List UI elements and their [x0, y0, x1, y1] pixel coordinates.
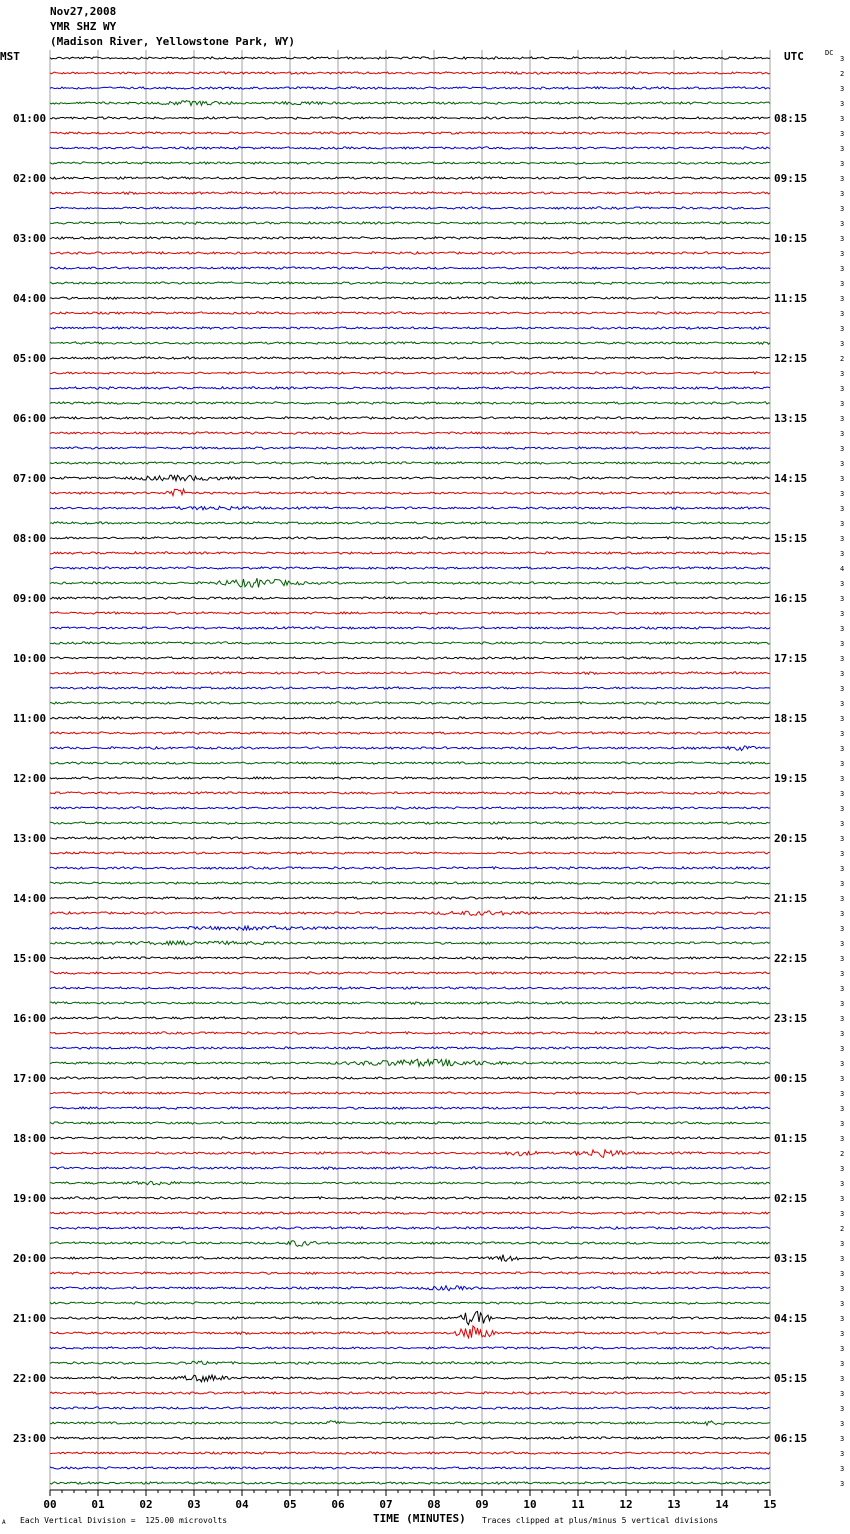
x-tick-label: 07	[379, 1498, 393, 1511]
footer-corner-mark: A	[2, 1519, 6, 1526]
utc-hour-label: 04:15	[774, 1312, 808, 1325]
vertical-scale-note: Each Vertical Division = 125.00 microvolts	[20, 1516, 228, 1525]
dc-label: DC	[825, 49, 834, 57]
utc-hour-label: 13:15	[774, 412, 808, 425]
trace-60	[50, 957, 770, 959]
trace-value: 3	[840, 175, 845, 183]
trace-value: 3	[840, 925, 845, 933]
trace-16	[50, 297, 770, 299]
trace-value: 3	[840, 880, 845, 888]
trace-value: 3	[840, 535, 845, 543]
utc-hour-label: 17:15	[774, 652, 808, 665]
x-axis	[43, 1490, 776, 1511]
utc-hour-labels	[774, 112, 807, 1445]
trace-59	[50, 941, 770, 945]
mst-hour-label: 07:00	[13, 472, 47, 485]
trace-53	[50, 852, 770, 854]
trace-3	[50, 101, 770, 106]
trace-68	[50, 1077, 770, 1079]
trace-value: 3	[840, 1075, 845, 1083]
trace-67	[50, 1059, 770, 1066]
utc-hour-label: 22:15	[774, 952, 808, 965]
trace-4	[50, 117, 770, 119]
trace-value: 3	[840, 700, 845, 708]
trace-value: 3	[840, 775, 845, 783]
trace-1	[50, 72, 770, 74]
trace-82	[50, 1286, 770, 1291]
trace-value: 3	[840, 1210, 845, 1218]
trace-57	[50, 911, 770, 915]
mst-axis-label: MST	[0, 50, 20, 63]
utc-axis-label: UTC	[784, 50, 804, 63]
utc-hour-label: 00:15	[774, 1072, 808, 1085]
trace-value: 3	[840, 1060, 845, 1068]
trace-31	[50, 522, 770, 524]
utc-hour-label: 20:15	[774, 832, 808, 845]
trace-value: 3	[840, 295, 845, 303]
trace-21	[50, 372, 770, 374]
trace-40	[50, 657, 770, 659]
x-tick-label: 02	[139, 1498, 153, 1511]
x-tick-label: 10	[523, 1498, 537, 1511]
trace-value: 2	[840, 355, 845, 363]
mst-hour-labels	[13, 112, 46, 1445]
trace-value: 3	[840, 1000, 845, 1008]
mst-hour-label: 22:00	[13, 1372, 47, 1385]
mst-hour-label: 19:00	[13, 1192, 47, 1205]
trace-value: 3	[840, 1285, 845, 1293]
trace-69	[50, 1092, 770, 1094]
trace-44	[50, 717, 770, 719]
utc-hour-label: 01:15	[774, 1132, 808, 1145]
x-tick-label: 03	[187, 1498, 201, 1511]
trace-value: 2	[840, 70, 845, 78]
trace-42	[50, 687, 770, 689]
trace-value: 3	[840, 1420, 845, 1428]
trace-value: 3	[840, 610, 845, 618]
trace-value: 3	[840, 100, 845, 108]
trace-47	[50, 762, 770, 764]
trace-value: 3	[840, 685, 845, 693]
trace-90	[50, 1407, 770, 1409]
trace-29	[50, 489, 770, 496]
trace-value: 3	[840, 340, 845, 348]
utc-hour-label: 03:15	[774, 1252, 808, 1265]
trace-85	[50, 1326, 770, 1338]
trace-value: 3	[840, 1360, 845, 1368]
trace-value: 3	[840, 820, 845, 828]
trace-76	[50, 1197, 770, 1200]
utc-hour-label: 09:15	[774, 172, 808, 185]
trace-value: 3	[840, 85, 845, 93]
x-tick-label: 13	[667, 1498, 681, 1511]
mst-hour-label: 15:00	[13, 952, 47, 965]
trace-value: 3	[840, 730, 845, 738]
trace-value: 3	[840, 955, 845, 963]
mst-hour-label: 09:00	[13, 592, 47, 605]
trace-93	[50, 1452, 770, 1454]
trace-value: 3	[840, 190, 845, 198]
trace-value: 3	[840, 805, 845, 813]
trace-89	[50, 1392, 770, 1394]
trace-9	[50, 192, 770, 195]
trace-23	[50, 402, 770, 404]
trace-14	[50, 267, 770, 269]
trace-25	[50, 432, 770, 434]
trace-58	[50, 926, 770, 930]
mst-hour-label: 21:00	[13, 1312, 47, 1325]
mst-hour-label: 03:00	[13, 232, 47, 245]
trace-value: 3	[840, 715, 845, 723]
trace-20	[50, 357, 770, 359]
trace-66	[50, 1047, 770, 1049]
trace-value: 3	[840, 1195, 845, 1203]
x-tick-label: 14	[715, 1498, 729, 1511]
trace-52	[50, 837, 770, 840]
trace-24	[50, 417, 770, 419]
utc-hour-label: 11:15	[774, 292, 808, 305]
trace-30	[50, 506, 770, 510]
trace-70	[50, 1107, 770, 1110]
plot-date: Nov27,2008	[50, 5, 117, 18]
utc-hour-label: 10:15	[774, 232, 808, 245]
trace-value-column	[840, 55, 844, 1488]
trace-value: 3	[840, 1375, 845, 1383]
trace-95	[50, 1482, 770, 1484]
trace-value: 3	[840, 160, 845, 168]
trace-11	[50, 222, 770, 225]
trace-79	[50, 1241, 770, 1247]
trace-value: 3	[840, 1105, 845, 1113]
trace-value: 3	[840, 1270, 845, 1278]
trace-10	[50, 207, 770, 209]
trace-value: 3	[840, 1450, 845, 1458]
x-tick-label: 01	[91, 1498, 105, 1511]
trace-62	[50, 987, 770, 989]
mst-hour-label: 20:00	[13, 1252, 47, 1265]
trace-value: 3	[840, 325, 845, 333]
mst-hour-label: 12:00	[13, 772, 47, 785]
trace-value: 3	[840, 1405, 845, 1413]
trace-13	[50, 252, 770, 254]
trace-94	[50, 1467, 770, 1469]
mst-hour-label: 06:00	[13, 412, 47, 425]
trace-value: 3	[840, 910, 845, 918]
mst-hour-label: 23:00	[13, 1432, 47, 1445]
trace-17	[50, 312, 770, 314]
trace-78	[50, 1227, 770, 1229]
trace-36	[50, 597, 770, 599]
trace-0	[50, 57, 770, 59]
trace-value: 3	[840, 595, 845, 603]
trace-value: 3	[840, 895, 845, 903]
mst-hour-label: 04:00	[13, 292, 47, 305]
utc-hour-label: 12:15	[774, 352, 808, 365]
trace-value: 3	[840, 850, 845, 858]
utc-hour-label: 23:15	[774, 1012, 808, 1025]
clip-note: Traces clipped at plus/minus 5 vertical divisions	[482, 1516, 719, 1525]
x-tick-label: 09	[475, 1498, 489, 1511]
trace-81	[50, 1272, 770, 1275]
trace-28	[50, 475, 770, 481]
trace-63	[50, 1002, 770, 1005]
trace-value: 3	[840, 1120, 845, 1128]
trace-value: 3	[840, 655, 845, 663]
trace-value: 3	[840, 265, 845, 273]
trace-value: 3	[840, 55, 845, 63]
trace-value: 3	[840, 1315, 845, 1323]
trace-32	[50, 537, 770, 540]
trace-value: 3	[840, 865, 845, 873]
trace-value: 2	[840, 1225, 845, 1233]
trace-84	[50, 1311, 770, 1324]
x-tick-label: 08	[427, 1498, 441, 1511]
utc-hour-label: 21:15	[774, 892, 808, 905]
utc-hour-label: 19:15	[774, 772, 808, 785]
trace-value: 3	[840, 1390, 845, 1398]
trace-value: 3	[840, 205, 845, 213]
trace-value: 2	[840, 1150, 845, 1158]
trace-value: 3	[840, 790, 845, 798]
trace-71	[50, 1122, 770, 1124]
trace-value: 3	[840, 490, 845, 498]
trace-value: 3	[840, 985, 845, 993]
trace-value: 3	[840, 220, 845, 228]
trace-7	[50, 162, 770, 164]
trace-2	[50, 87, 770, 90]
trace-73	[50, 1150, 770, 1158]
trace-80	[50, 1255, 770, 1262]
trace-value: 3	[840, 580, 845, 588]
trace-value: 3	[840, 1135, 845, 1143]
trace-22	[50, 387, 770, 390]
trace-value: 3	[840, 520, 845, 528]
trace-72	[50, 1137, 770, 1139]
trace-value: 3	[840, 115, 845, 123]
trace-45	[50, 732, 770, 734]
trace-65	[50, 1032, 770, 1035]
trace-48	[50, 777, 770, 779]
trace-value: 3	[840, 505, 845, 513]
trace-8	[50, 177, 770, 179]
utc-hour-label: 02:15	[774, 1192, 808, 1205]
trace-49	[50, 792, 770, 794]
trace-value: 3	[840, 400, 845, 408]
station-location: (Madison River, Yellowstone Park, WY)	[50, 35, 296, 48]
trace-value: 3	[840, 1255, 845, 1263]
trace-value: 3	[840, 1240, 845, 1248]
trace-value: 3	[840, 430, 845, 438]
trace-value: 3	[840, 760, 845, 768]
mst-hour-label: 01:00	[13, 112, 47, 125]
trace-26	[50, 447, 770, 449]
trace-43	[50, 702, 770, 705]
trace-value: 3	[840, 1045, 845, 1053]
trace-46	[50, 746, 770, 751]
trace-value: 3	[840, 385, 845, 393]
trace-77	[50, 1212, 770, 1214]
mst-hour-label: 10:00	[13, 652, 47, 665]
trace-51	[50, 822, 770, 824]
mst-hour-label: 05:00	[13, 352, 47, 365]
trace-value: 3	[840, 550, 845, 558]
trace-value: 3	[840, 415, 845, 423]
trace-12	[50, 237, 770, 239]
trace-value: 3	[840, 130, 845, 138]
trace-value: 3	[840, 940, 845, 948]
trace-value: 3	[840, 745, 845, 753]
trace-27	[50, 462, 770, 464]
utc-hour-label: 16:15	[774, 592, 808, 605]
trace-38	[50, 627, 770, 629]
mst-hour-label: 11:00	[13, 712, 47, 725]
trace-value: 3	[840, 145, 845, 153]
time-grid	[50, 50, 770, 1490]
trace-value: 3	[840, 1090, 845, 1098]
mst-hour-label: 13:00	[13, 832, 47, 845]
utc-hour-label: 18:15	[774, 712, 808, 725]
x-tick-label: 15	[763, 1498, 777, 1511]
trace-39	[50, 642, 770, 644]
trace-74	[50, 1167, 770, 1170]
trace-15	[50, 282, 770, 284]
trace-value: 3	[840, 445, 845, 453]
mst-hour-label: 02:00	[13, 172, 47, 185]
x-tick-label: 06	[331, 1498, 345, 1511]
trace-value: 3	[840, 475, 845, 483]
trace-value: 3	[840, 1030, 845, 1038]
mst-hour-label: 16:00	[13, 1012, 47, 1025]
trace-18	[50, 327, 770, 329]
trace-value: 4	[840, 565, 845, 573]
trace-value: 3	[840, 280, 845, 288]
trace-50	[50, 807, 770, 809]
trace-value: 3	[840, 670, 845, 678]
trace-61	[50, 972, 770, 974]
x-tick-label: 12	[619, 1498, 633, 1511]
trace-35	[50, 578, 770, 587]
trace-33	[50, 552, 770, 554]
utc-hour-label: 08:15	[774, 112, 808, 125]
trace-value: 3	[840, 835, 845, 843]
trace-value: 3	[840, 460, 845, 468]
utc-hour-label: 05:15	[774, 1372, 808, 1385]
trace-19	[50, 342, 770, 344]
trace-value: 3	[840, 625, 845, 633]
trace-6	[50, 147, 770, 149]
utc-hour-label: 15:15	[774, 532, 808, 545]
trace-5	[50, 132, 770, 134]
mst-hour-label: 14:00	[13, 892, 47, 905]
trace-83	[50, 1302, 770, 1304]
trace-value: 3	[840, 1165, 845, 1173]
trace-92	[50, 1437, 770, 1439]
trace-86	[50, 1347, 770, 1349]
trace-value: 3	[840, 1345, 845, 1353]
trace-value: 3	[840, 235, 845, 243]
trace-value: 3	[840, 1180, 845, 1188]
mst-hour-label: 17:00	[13, 1072, 47, 1085]
trace-88	[50, 1375, 770, 1382]
trace-91	[50, 1421, 770, 1426]
utc-hour-label: 14:15	[774, 472, 808, 485]
trace-value: 3	[840, 310, 845, 318]
trace-37	[50, 612, 770, 614]
trace-34	[50, 567, 770, 569]
trace-41	[50, 672, 770, 675]
mst-hour-label: 08:00	[13, 532, 47, 545]
x-tick-label: 11	[571, 1498, 585, 1511]
x-tick-label: 05	[283, 1498, 297, 1511]
trace-value: 3	[840, 1015, 845, 1023]
x-tick-label: 00	[43, 1498, 57, 1511]
trace-87	[50, 1361, 770, 1364]
trace-56	[50, 897, 770, 899]
utc-hour-label: 06:15	[774, 1432, 808, 1445]
trace-value: 3	[840, 1465, 845, 1473]
x-tick-label: 04	[235, 1498, 249, 1511]
trace-value: 3	[840, 970, 845, 978]
trace-value: 3	[840, 1480, 845, 1488]
trace-group	[50, 57, 770, 1485]
trace-value: 3	[840, 640, 845, 648]
trace-value: 3	[840, 1300, 845, 1308]
x-axis-title: TIME (MINUTES)	[373, 1512, 466, 1525]
trace-54	[50, 867, 770, 870]
trace-value: 3	[840, 250, 845, 258]
trace-55	[50, 882, 770, 884]
station-code: YMR SHZ WY	[50, 20, 117, 33]
trace-value: 3	[840, 1435, 845, 1443]
trace-75	[50, 1181, 770, 1185]
trace-value: 3	[840, 370, 845, 378]
trace-64	[50, 1017, 770, 1019]
mst-hour-label: 18:00	[13, 1132, 47, 1145]
trace-value: 3	[840, 1330, 845, 1338]
